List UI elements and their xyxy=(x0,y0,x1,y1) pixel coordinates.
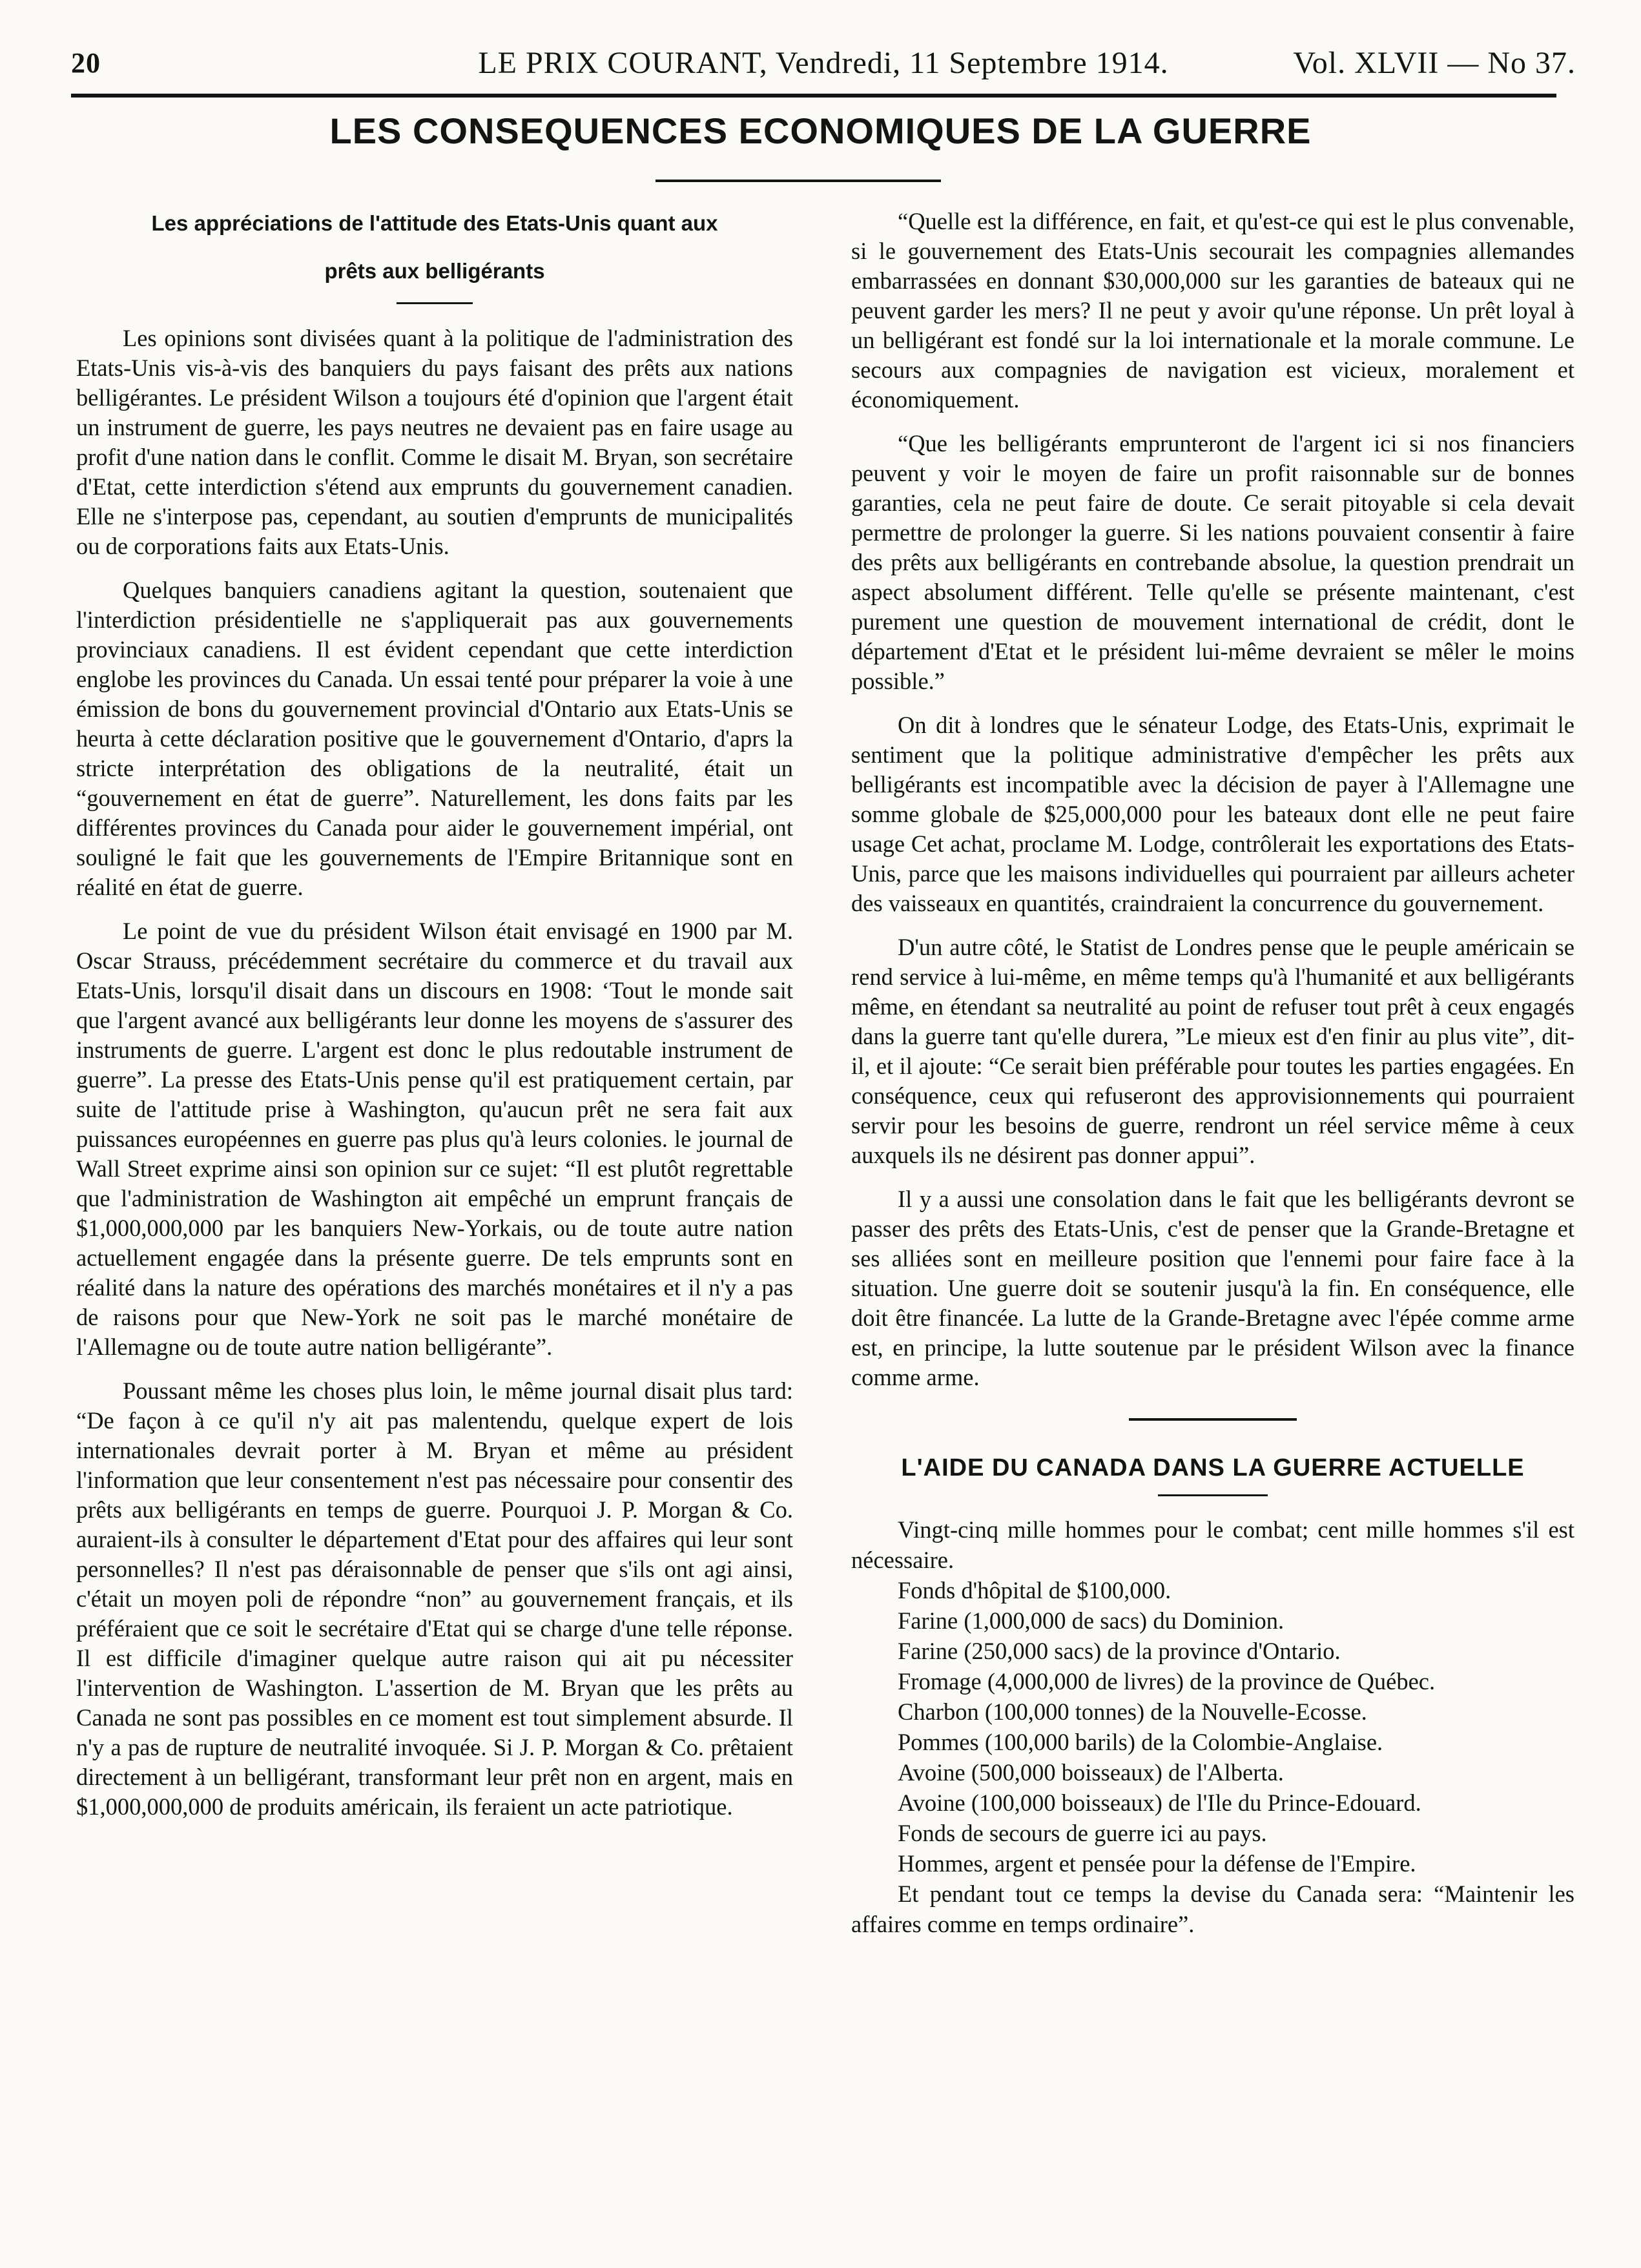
paragraph: Quelques banquiers canadiens agitant la question, soutenaient que l'interdiction présidentielle ne s'appliquerait pas aux gouvernements provinciaux canadiens. Il est évident cependant que cette interdiction englobe les provinces du Canada. Un essai tenté pour préparer la voie à une émission de bons du gouvernement provincial d'Ontario aux Etats-Unis se heurta à cette déclaration positive que le gouvernement d'Ontario, d'aprs la stricte interprétation des obligations de la neutralité, était un “gouvernement en état de guerre”. Naturellement, les dons faits par les différentes provinces du Canada pour aider le gouvernement impérial, ont souligné le fait que les gouvernements de l'Empire Britannique sont en réalité en état de guerre. xyxy=(76,577,793,900)
left-column xyxy=(76,207,793,1836)
list-item: Avoine (500,000 boisseaux) de l'Alberta. xyxy=(898,1759,1284,1786)
list-item: Fromage (4,000,000 de livres) de la province de Québec. xyxy=(898,1668,1436,1695)
list-item: Hommes, argent et pensée pour la défense de l'Empire. xyxy=(898,1850,1416,1877)
paragraph: “Que les belligérants emprunteront de l'argent ici si nos financiers peuvent y voir le moyen de faire un profit raisonnable sur de bonnes garanties, cela ne peut faire de doute. Ce serait pitoyable si cela devait permettre de prolonger la guerre. Si les nations pouvaient consentir à faire des prêts aux belligérants en contrebande absolue, la question prendrait un aspect absolument différent. Telle qu'elle se présente maintenant, c'est purement une question de mouvement international de crédit, dont le département d'Etat et le président lui-même devraient se mêler le moins possible.” xyxy=(851,430,1574,694)
right-column xyxy=(851,207,1574,1939)
section-divider xyxy=(1129,1418,1297,1421)
list-item: Vingt-cinq mille hommes pour le combat; cent mille hommes s'il est nécessaire. xyxy=(851,1516,1574,1573)
paragraph: D'un autre côté, le Statist de Londres pense que le peuple américain se rend service à lui-même, en même temps qu'à l'humanité et aux belligérants même, en étendant sa neutralité au point de refuser tout prêt à ceux engagés dans la guerre tant qu'elle durera, ”Le mieux est d'en finir au plus vite”, dit-il, et il ajoute: “Ce serait bien préférable pour toutes les parties engagées. En conséquence, ceux qui refuseront des approvisionnements qui pourraient servir pour les besoins de guerre, rendront un réel service même à ceux auxquels ils ne désirent pas donner appui”. xyxy=(851,934,1574,1168)
volume-number: Vol. XLVII — No 37. xyxy=(1293,46,1576,80)
header-rule xyxy=(71,94,1556,98)
page-header xyxy=(71,40,1576,85)
list-item: Avoine (100,000 boisseaux) de l'Ile du Prince-Edouard. xyxy=(898,1789,1421,1816)
paragraph: Le point de vue du président Wilson était envisagé en 1900 par M. Oscar Strauss, précédemment secrétaire du commerce et du travail aux Etats-Unis, lorsqu'il disait dans un discours en 1908: ‘Tout le monde sait que l'argent avancé aux belligérants leur donne les moyens de s'assurer des instruments de guerre. L'argent est donc le plus redoutable instrument de guerre”. La presse des Etats-Unis pense qu'il est pratiquement certain, par suite de l'attitude prise à Washington, qu'aucun prêt ne sera fait aux puissances européennes en guerre pas plus qu'à leurs colonies. le journal de Wall Street exprime ainsi son opinion sur ce sujet: “Il est plutôt regrettable que l'administration de Washington ait empêché un emprunt français de $1,000,000,000 par les banquiers New-Yorkais, ou de toute autre nation actuellement engagée dans la présente guerre. De tels emprunts sont en réalité dans la nature des opérations des marchés monétaires et il n'y a pas de raisons pour que New-York ne soit pas le marché monétaire de l'Allemagne ou de toute autre nation belligérante”. xyxy=(76,918,793,1360)
list-item: Fonds de secours de guerre ici au pays. xyxy=(898,1820,1267,1846)
list-item: Et pendant tout ce temps la devise du Canada sera: “Maintenir les affaires comme en temps ordinaire”. xyxy=(851,1881,1574,1937)
title-rule xyxy=(655,180,941,182)
paragraph: Les opinions sont divisées quant à la politique de l'administration des Etats-Unis vis-à-vis des banquiers du pays faisant des prêts aux nations belligérantes. Le président Wilson a toujours été d'opinion que l'argent était un instrument de guerre, les pays neutres ne devaient pas en faire usage au profit d'une nation dans le conflit. Comme le disait M. Bryan, son secrétaire d'Etat, cette interdiction s'étend aux emprunts du gouvernement canadien. Elle ne s'interpose pas, cependant, au soutien d'emprunts de municipalités ou de corporations faits aux Etats-Unis. xyxy=(76,325,793,559)
subtitle-rule xyxy=(397,302,473,304)
paragraph: Il y a aussi une consolation dans le fait que les belligérants devront se passer des prêts des Etats-Unis, c'est de penser que la Grande-Bretagne et ses alliées sont en meilleure position que l'ennemi pour faire face à la situation. Une guerre doit se soutenir jusqu'à la fin. En conséquence, elle doit être financée. La lutte de la Grande-Bretagne avec l'épée comme arme est, en principe, la lutte soutenue par le président Wilson avec la finance comme arme. xyxy=(851,1186,1574,1390)
paragraph: On dit à londres que le sénateur Lodge, des Etats-Unis, exprimait le sentiment que la politique administrative d'empêcher les prêts aux belligérants est incompatible avec la décision de payer à l'Allemagne une somme globale de $25,000,000 pour les bateaux dont elle ne peut faire usage Cet achat, proclame M. Lodge, contrôlerait les exportations des Etats-Unis, parce que les maisons individuelles qui pourraient par ailleurs acheter des vaisseaux en quantités, craindraient la concurrence du gouvernement. xyxy=(851,712,1574,916)
article-subtitle-line2: prêts aux belligérants xyxy=(324,259,545,283)
paragraph: Poussant même les choses plus loin, le même journal disait plus tard: “De façon à ce qu'il n'y ait pas malentendu, quelque expert de lois internationales devrait porter à M. Bryan et même au président l'information que leur consentement n'est pas nécessaire pour consentir des prêts aux belligérants en temps de guerre. Pourquoi J. P. Morgan & Co. auraient-ils à consulter le département d'Etat pour des affaires qui leur sont personnelles? Il n'est pas déraisonnable de penser que s'ils ont agi ainsi, c'était un moyen poli de répondre “non” au gouvernement français, et ils préféraient que ce soit le secrétaire d'Etat qui se charge d'une telle réponse. Il est difficile d'imaginer quelque autre raison qui ait pu nécessiter l'intervention de Washington. L'assertion de M. Bryan que les prêts au Canada ne sont pas possibles en ce moment est tout simplement absurde. Il n'y a pas de rupture de neutralité invoquée. Si J. P. Morgan & Co. prêtaient directement à un belligérant, transformant leur prêt non en argent, mais en $1,000,000,000 de produits américain, ils feraient un acte patriotique. xyxy=(76,1377,793,1820)
list-item: Farine (250,000 sacs) de la province d'Ontario. xyxy=(898,1638,1341,1664)
list-item: Fonds d'hôpital de $100,000. xyxy=(898,1577,1171,1603)
article-subtitle-line1: Les appréciations de l'attitude des Etats-Unis quant aux xyxy=(151,211,718,235)
list-item: Farine (1,000,000 de sacs) du Dominion. xyxy=(898,1607,1285,1634)
section-title-rule xyxy=(1158,1494,1268,1496)
aid-list xyxy=(851,1514,1574,1939)
paragraph: “Quelle est la différence, en fait, et qu'est-ce qui est le plus convenable, si le gouvernement des Etats-Unis secourait les compagnies allemandes embarrassées en donnant $30,000,000 sur les garanties de bateaux qui ne peuvent garder les mers? Il ne peut y avoir qu'une réponse. Un prêt loyal à un belligérant est fondé sur la loi internationale et la morale commune. Le secours aux compagnies de navigation est vicieux, moralement et économiquement. xyxy=(851,208,1574,413)
list-item: Charbon (100,000 tonnes) de la Nouvelle-Ecosse. xyxy=(898,1698,1367,1725)
page-title: LES CONSEQUENCES ECONOMIQUES DE LA GUERRE xyxy=(329,110,1312,151)
page-number: 20 xyxy=(71,47,101,79)
section-title: L'AIDE DU CANADA DANS LA GUERRE ACTUELLE xyxy=(901,1454,1525,1481)
publication-line: LE PRIX COURANT, Vendredi, 11 Septembre 1914. xyxy=(478,46,1169,80)
list-item: Pommes (100,000 barils) de la Colombie-Anglaise. xyxy=(898,1729,1383,1755)
